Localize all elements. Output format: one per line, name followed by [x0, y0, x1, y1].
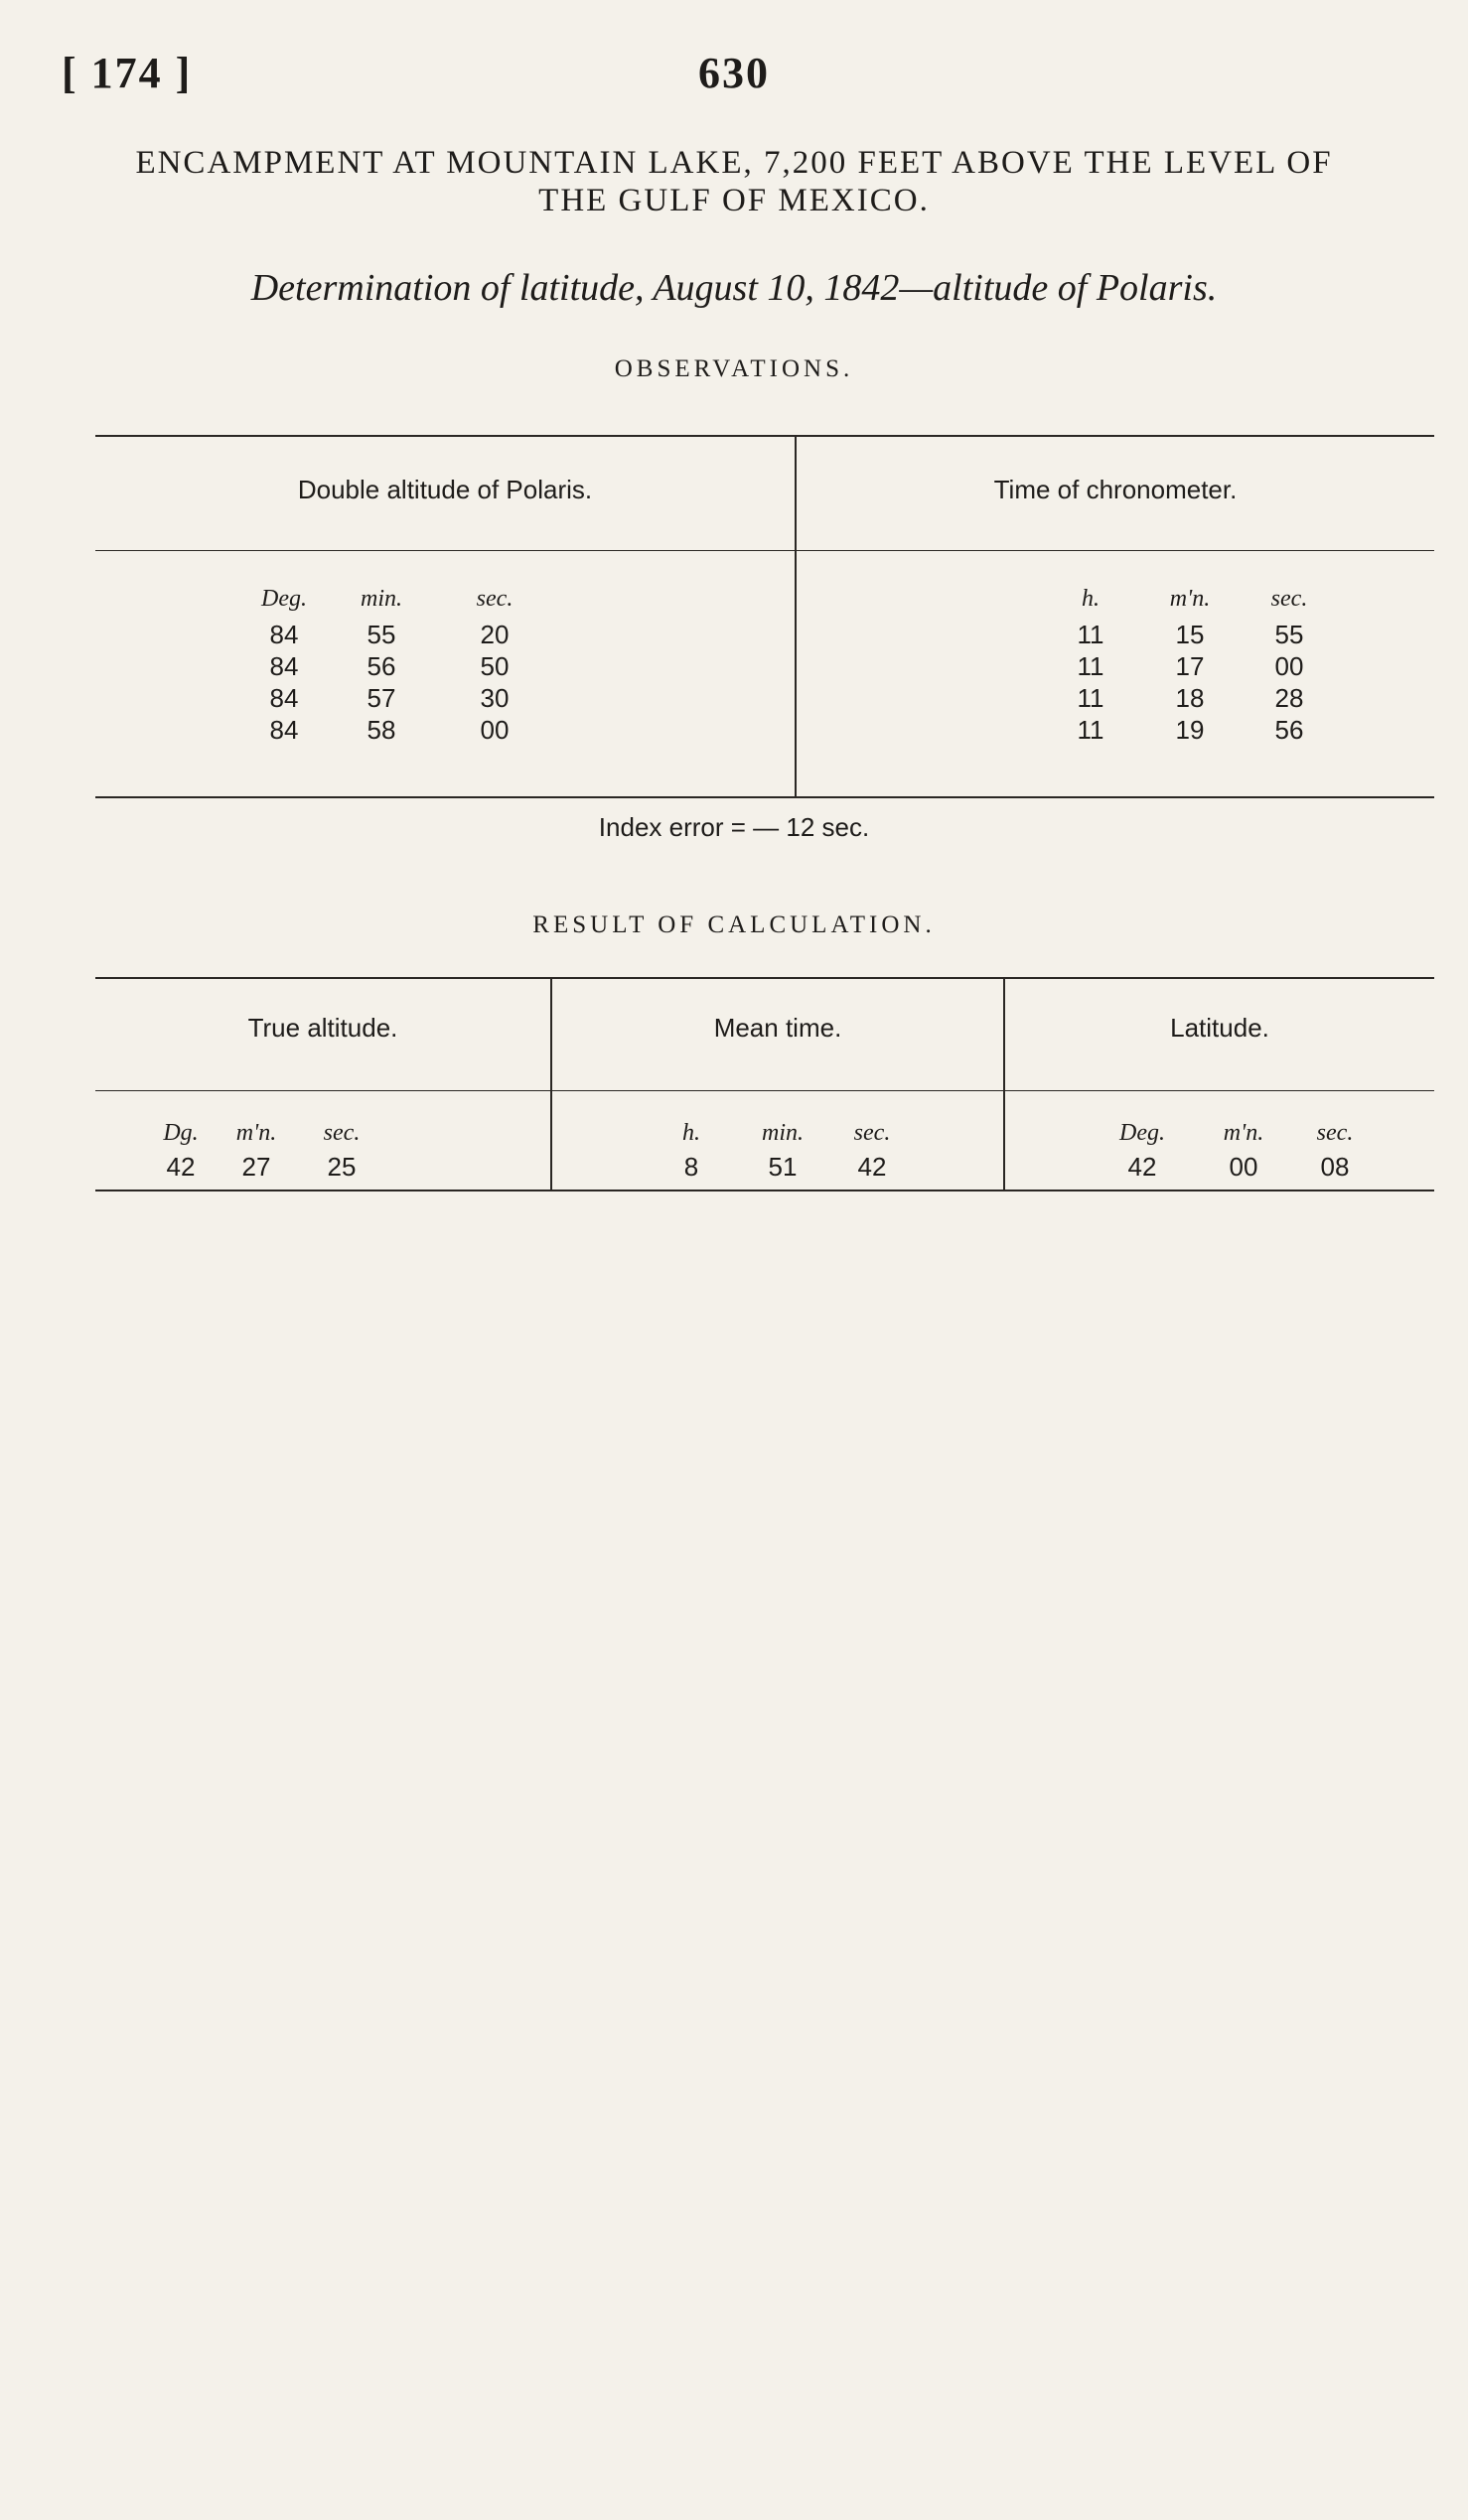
- chrono-m: 19: [1175, 715, 1205, 745]
- obs-min: 58: [367, 715, 396, 745]
- mean-time-h: 8: [683, 1152, 699, 1182]
- chrono-s: 28: [1274, 683, 1304, 713]
- unit-second: sec.: [1270, 586, 1308, 612]
- obs-sec: 30: [480, 683, 510, 713]
- latitude-header: Latitude.: [1170, 1013, 1269, 1043]
- result-divider-2: [1003, 979, 1005, 1190]
- chrono-h: 11: [1077, 620, 1104, 649]
- result-bottom-rule: [95, 1190, 1434, 1191]
- latitude-min: 00: [1229, 1152, 1258, 1182]
- unit-sec: sec.: [323, 1120, 361, 1146]
- chrono-h: 11: [1077, 651, 1104, 681]
- obs-min: 57: [367, 683, 396, 713]
- chrono-m: 17: [1175, 651, 1205, 681]
- chrono-s: 00: [1274, 651, 1304, 681]
- obs-deg: 84: [269, 715, 299, 745]
- unit-deg: Deg.: [261, 586, 307, 612]
- obs-min: 55: [367, 620, 396, 649]
- obs-deg: 84: [269, 620, 299, 649]
- chrono-s: 55: [1274, 620, 1304, 649]
- obs-min: 56: [367, 651, 396, 681]
- result-header-rule: [95, 1090, 1434, 1091]
- true-altitude-header: True altitude.: [247, 1013, 398, 1043]
- chrono-m: 15: [1175, 620, 1205, 649]
- unit-sec: sec.: [1316, 1120, 1354, 1146]
- unit-sec: sec.: [476, 586, 514, 612]
- observations-heading: OBSERVATIONS.: [614, 355, 854, 382]
- obs-deg: 84: [269, 651, 299, 681]
- title-line-1: ENCAMPMENT AT MOUNTAIN LAKE, 7,200 FEET ABOVE THE LEVEL OF: [135, 145, 1333, 181]
- latitude-sec: 08: [1320, 1152, 1350, 1182]
- obs-sec: 20: [480, 620, 510, 649]
- unit-min: min.: [361, 586, 402, 612]
- title-line-2: THE GULF OF MEXICO.: [538, 183, 930, 218]
- result-top-rule: [95, 977, 1434, 979]
- page-number: 630: [698, 49, 770, 97]
- chrono-m: 18: [1175, 683, 1205, 713]
- latitude-deg: 42: [1127, 1152, 1157, 1182]
- obs-bottom-rule: [95, 796, 1434, 798]
- obs-sec: 00: [480, 715, 510, 745]
- obs-header-rule: [95, 550, 1434, 551]
- chrono-h: 11: [1077, 715, 1104, 745]
- mean-time-min: 51: [768, 1152, 798, 1182]
- true-altitude-sec: 25: [327, 1152, 357, 1182]
- unit-hour: h.: [1082, 586, 1100, 612]
- unit-minute: m'n.: [1169, 586, 1211, 612]
- obs-sec: 50: [480, 651, 510, 681]
- double-altitude-header: Double altitude of Polaris.: [297, 475, 593, 504]
- chronometer-time-header: Time of chronometer.: [993, 475, 1238, 504]
- obs-top-rule: [95, 435, 1434, 437]
- unit-min: m'n.: [1223, 1120, 1264, 1146]
- unit-minute: min.: [762, 1120, 804, 1146]
- obs-deg: 84: [269, 683, 299, 713]
- unit-hour: h.: [682, 1120, 700, 1146]
- result-divider-1: [550, 979, 552, 1190]
- subtitle: Determination of latitude, August 10, 1842—altitude of Polaris.: [250, 267, 1218, 309]
- unit-deg: Dg.: [163, 1120, 199, 1146]
- unit-deg: Deg.: [1119, 1120, 1165, 1146]
- page-bracket-number: [ 174 ]: [62, 49, 193, 97]
- true-altitude-min: 27: [241, 1152, 271, 1182]
- unit-min: m'n.: [235, 1120, 277, 1146]
- chrono-s: 56: [1274, 715, 1304, 745]
- unit-second: sec.: [853, 1120, 891, 1146]
- result-heading: RESULT OF CALCULATION.: [532, 911, 936, 938]
- chrono-h: 11: [1077, 683, 1104, 713]
- true-altitude-deg: 42: [166, 1152, 196, 1182]
- mean-time-sec: 42: [857, 1152, 887, 1182]
- index-error-note: Index error = — 12 sec.: [598, 812, 870, 842]
- mean-time-header: Mean time.: [713, 1013, 842, 1043]
